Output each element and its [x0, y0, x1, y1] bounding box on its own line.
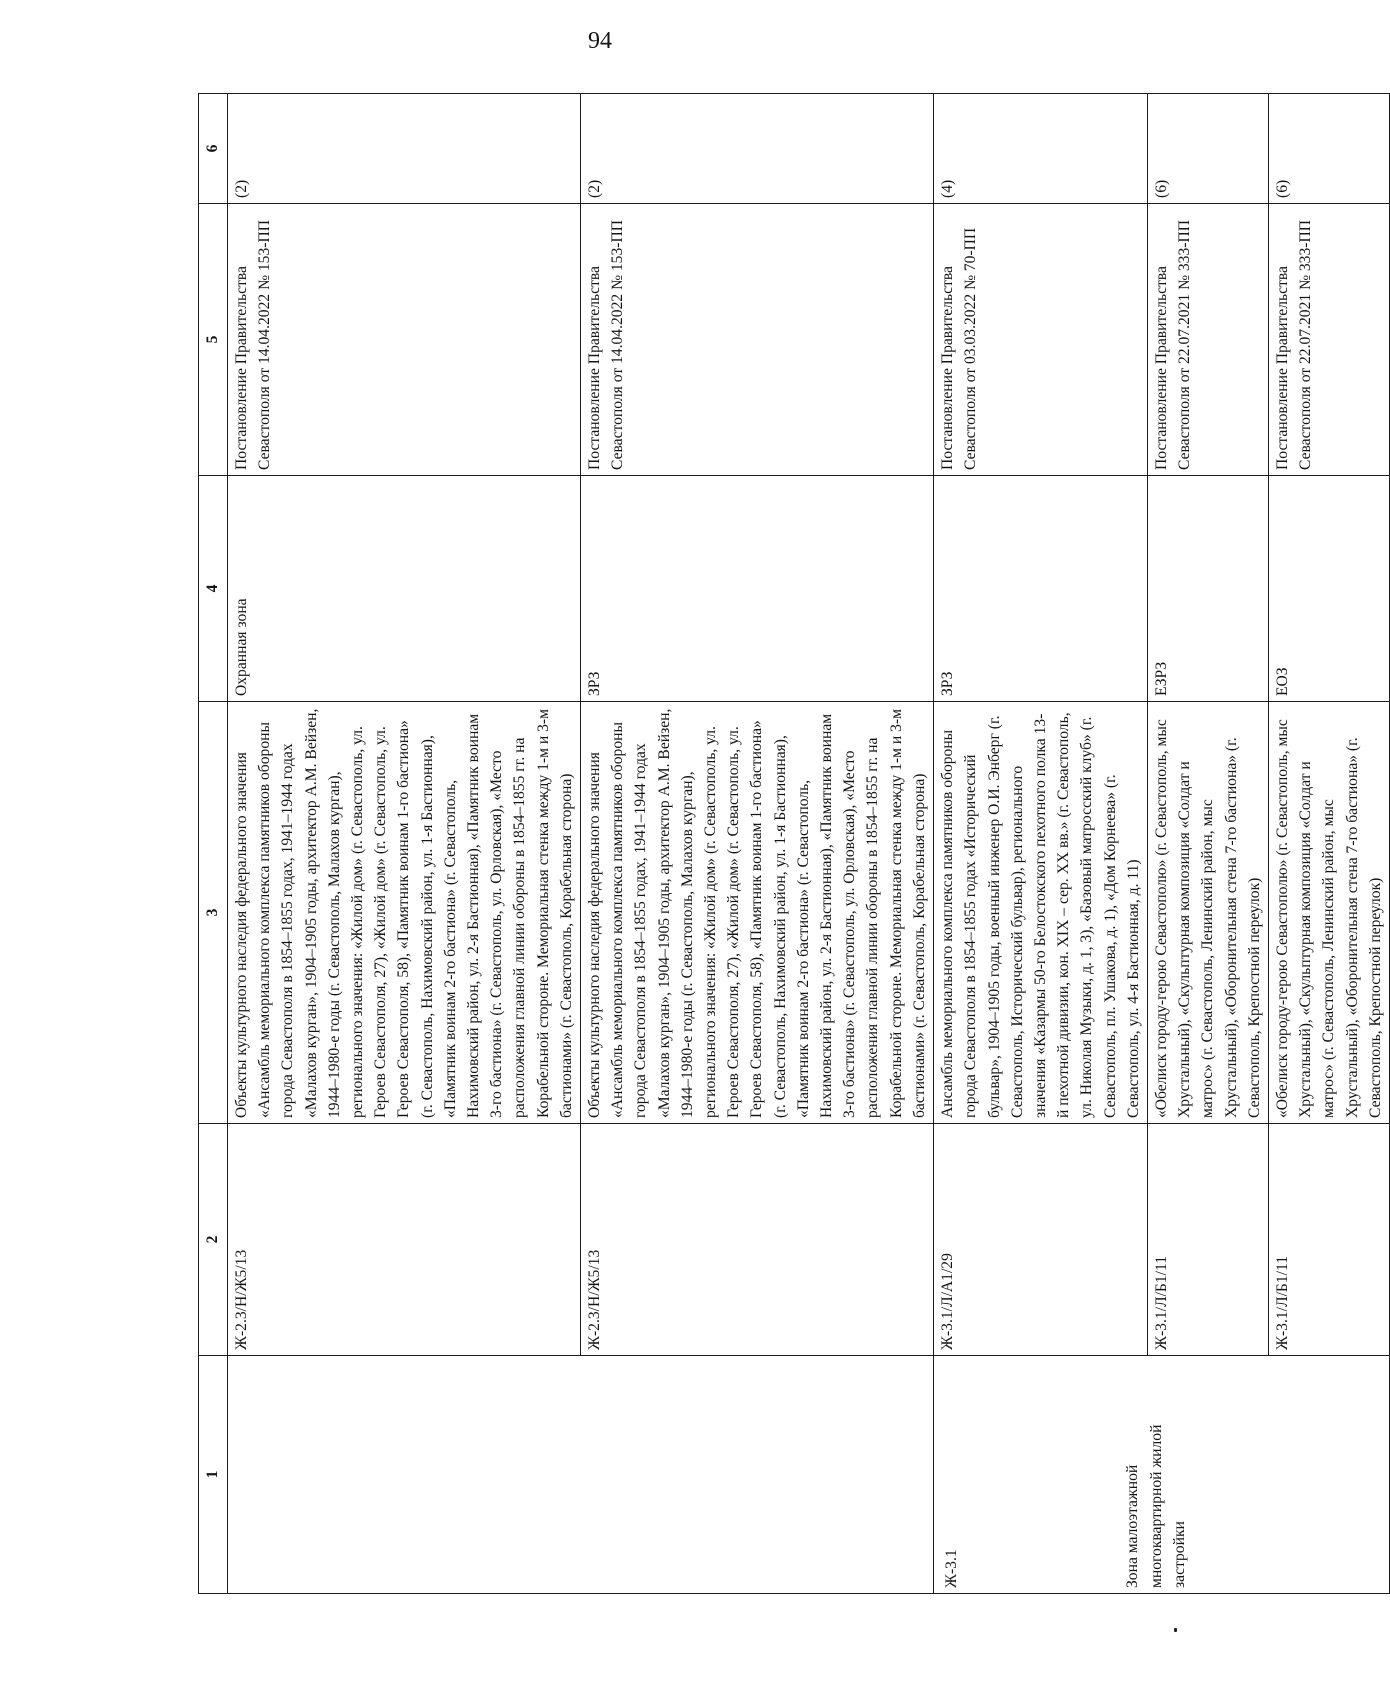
note-reference: (4): [934, 94, 1148, 204]
protection-zone-type: ЕЗРЗ: [1147, 476, 1268, 702]
scan-speck: [1174, 1628, 1177, 1632]
table-row: [934, 94, 1148, 1594]
rotated-table-wrapper: [198, 94, 1384, 1594]
object-code: Ж-2.3/Н/Ж5/13: [581, 1124, 934, 1356]
note-reference: (2): [228, 94, 581, 204]
approval-document: Постановление Правительства Севастополя от 03.03.2022 № 70-ПП: [934, 204, 1148, 476]
protection-zone-type: ЗРЗ: [581, 476, 934, 702]
approval-document: Постановление Правительства Севастополя от 22.07.2021 № 333-ПП: [1268, 204, 1389, 476]
protection-zone-type: ЕОЗ: [1268, 476, 1389, 702]
object-description: Ансамбль мемориального комплекса памятников обороны города Севастополя в 1854–1855 годах «Исторический бульвар», 1904–1905 годы, военный инженер О.И. Энберг (г. Севастополь, Исторический бульвар), регионального значения «Казармы 50-го Белостокского пехотного полка 13-й пехотной дивизии, кон. XIX – сер. XX вв.» (г. Севастополь, ул. Николая Музыки, д. 1, 3), «Базовый матросский клуб» (г. Севастополь, пл. Ушакова, д. 1), «Дом Корнеева» (г. Севастополь, ул. 4-я Бастионная, д. 11): [934, 702, 1148, 1124]
header-row: [199, 94, 228, 1594]
note-reference: (6): [1147, 94, 1268, 204]
column-header-3: 3: [199, 702, 228, 1124]
column-header-6: 6: [199, 94, 228, 204]
zone-name: Зона малоэтажной многоквартирной жилой застройки: [1124, 1424, 1188, 1588]
zone-cell: [228, 1356, 934, 1594]
approval-document: Постановление Правительства Севастополя от 22.07.2021 № 333-ПП: [1147, 204, 1268, 476]
protection-zone-type: Охранная зона: [228, 476, 581, 702]
note-reference: (2): [581, 94, 934, 204]
object-description: «Обелиск городу-герою Севастополю» (г. Севастополь, мыс Хрустальный), «Скульптурная композиция «Солдат и матрос» (г. Севастополь, Ленинский район, мыс Хрустальный), «Оборонительная стена 7-го бастиона» (г. Севастополь, Крепостной переулок): [1147, 702, 1268, 1124]
column-header-5: 5: [199, 204, 228, 476]
approval-document: Постановление Правительства Севастополя от 14.04.2022 № 153-ПП: [581, 204, 934, 476]
column-header-2: 2: [199, 1124, 228, 1356]
column-header-4: 4: [199, 476, 228, 702]
object-description: Объекты культурного наследия федерального значения «Ансамбль мемориального комплекса памятников обороны города Севастополя в 1854–1855 годах, 1941–1944 годах «Малахов курган», 1904–1905 годы, архитектор А.М. Вейзен, 1944–1980-е годы (г. Севастополь, Малахов курган), регионального значения: «Жилой дом» (г. Севастополь, ул. Героев Севастополя, 27), «Жилой дом» (г. Севастополь, ул. Героев Севастополя, 58), «Памятник воинам 1-го бастиона» (г. Севастополь, Нахимовский район, ул. 1-я Бастионная), «Памятник воинам 2-го бастиона» (г. Севастополь, Нахимовский район, ул. 2-я Бастионная), «Памятник воинам 3-го бастиона» (г. Севастополь, ул. Орловская), «Место расположения главной линии обороны в 1854–1855 гг. на Корабельной стороне. Мемориальная стенка между 1-м и 3-м бастионами» (г. Севастополь, Корабельная сторона): [228, 702, 581, 1124]
object-description: «Обелиск городу-герою Севастополю» (г. Севастополь, мыс Хрустальный), «Скульптурная композиция «Солдат и матрос» (г. Севастополь, Ленинский район, мыс Хрустальный), «Оборонительная стена 7-го бастиона» (г. Севастополь, Крепостной переулок): [1268, 702, 1389, 1124]
object-code: Ж-3.1/Л/А1/29: [934, 1124, 1148, 1356]
regulations-table: [198, 93, 1390, 1594]
page-number: 94: [588, 28, 612, 54]
object-code: Ж-3.1/Л/Б1/11: [1268, 1124, 1389, 1356]
note-reference: (6): [1268, 94, 1389, 204]
object-description: Объекты культурного наследия федерального значения «Ансамбль мемориального комплекса памятников обороны города Севастополя в 1854–1855 годах, 1941–1944 годах «Малахов курган», 1904–1905 годы, архитектор А.М. Вейзен, 1944–1980-е годы (г. Севастополь, Малахов курган), регионального значения: «Жилой дом» (г. Севастополь, ул. Героев Севастополя, 27), «Жилой дом» (г. Севастополь, ул. Героев Севастополя, 58), «Памятник воинам 1-го бастиона» (г. Севастополь, Нахимовский район, ул. 1-я Бастионная), «Памятник воинам 2-го бастиона» (г. Севастополь, Нахимовский район, ул. 2-я Бастионная), «Памятник воинам 3-го бастиона» (г. Севастополь, ул. Орловская), «Место расположения главной линии обороны в 1854–1855 гг. на Корабельной стороне. Мемориальная стенка между 1-м и 3-м бастионами» (г. Севастополь, Корабельная сторона): [581, 702, 934, 1124]
object-code: Ж-2.3/Н/Ж5/13: [228, 1124, 581, 1356]
column-header-1: 1: [199, 1356, 228, 1594]
approval-document: Постановление Правительства Севастополя от 14.04.2022 № 153-ПП: [228, 204, 581, 476]
zone-code: Ж-3.1: [943, 1549, 961, 1588]
table-row: [228, 94, 581, 1594]
object-code: Ж-3.1/Л/Б1/11: [1147, 1124, 1268, 1356]
protection-zone-type: ЗРЗ: [934, 476, 1148, 702]
zone-cell: [934, 1356, 1390, 1594]
